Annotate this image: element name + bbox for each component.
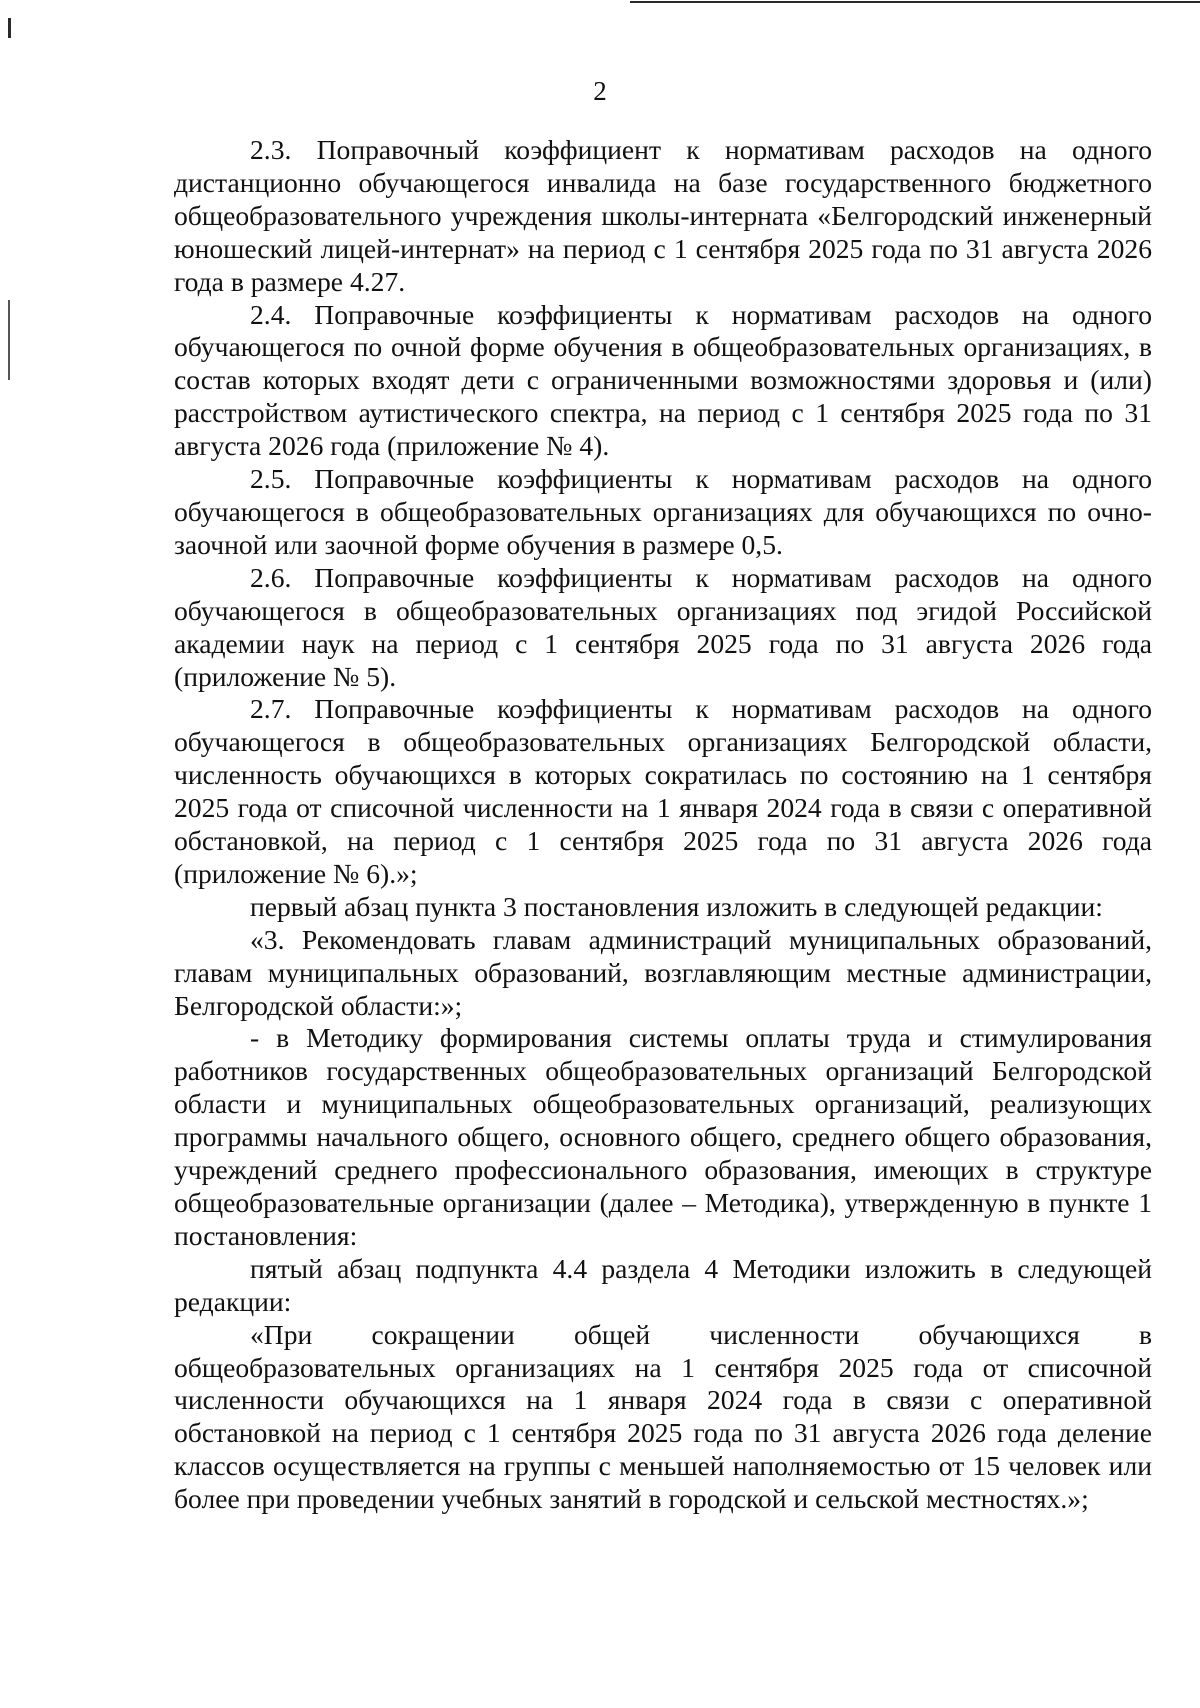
scan-edge-mark-top bbox=[630, 1, 1200, 3]
paragraph-subitem-4-4-instruction: пятый абзац подпункта 4.4 раздела 4 Методики изложить в следующей редакции: bbox=[174, 1252, 1152, 1317]
scan-edge-mark-left-lower bbox=[8, 300, 10, 380]
paragraph-item-3-text: «3. Рекомендовать главам администраций муниципальных образований, главам муниципальных образований, возглавляющим местные администрации, Белгородской области:»; bbox=[174, 923, 1152, 1021]
paragraph-methodology: - в Методику формирования системы оплаты труда и стимулирования работников государственных общеобразовательных организаций Белгородской области и муниципальных общеобразовательных организаций, реализующих программы начального общего, основного общего, среднего общего образования, учреждений среднего профессионального образования, имеющих в структуре общеобразовательные организации (далее – Методика), утвержденную в пункте 1 постановления: bbox=[174, 1022, 1152, 1251]
paragraph-2-5: 2.5. Поправочные коэффициенты к нормативам расходов на одного обучающегося в общеобразовательных организациях для обучающихся по очно-заочной или заочной форме обучения в размере 0,5. bbox=[174, 463, 1152, 560]
paragraph-subitem-4-4-text: «При сокращении общей численности обучающихся в общеобразовательных организациях на 1 сентября 2025 года от списочной численности обучающихся на 1 января 2024 года в связи с оперативной обстановкой на период с 1 сентября 2025 года по 31 августа 2026 года деление классов осуществляется на группы с меньшей наполняемостью от 15 человек или более при проведении учебных занятий в городской и сельской местностях.»; bbox=[174, 1318, 1152, 1515]
scan-edge-mark-left bbox=[8, 18, 11, 38]
paragraph-2-6: 2.6. Поправочные коэффициенты к нормативам расходов на одного обучающегося в общеобразовательных организациях под эгидой Российской академии наук на период с 1 сентября 2025 года по 31 августа 2026 года (приложение № 5). bbox=[174, 561, 1152, 692]
document-body bbox=[174, 134, 1152, 1516]
paragraph-2-4: 2.4. Поправочные коэффициенты к нормативам расходов на одного обучающегося по очной форме обучения в общеобразовательных организациях, в состав которых входят дети с ограниченными возможностями здоровья и (или) расстройством аутистического спектра, на период с 1 сентября 2025 года по 31 августа 2026 года (приложение № 4). bbox=[174, 298, 1152, 462]
paragraph-item-3-instruction: первый абзац пункта 3 постановления изложить в следующей редакции: bbox=[250, 890, 1103, 922]
page-number: 2 bbox=[593, 76, 607, 106]
paragraph-2-7: 2.7. Поправочные коэффициенты к нормативам расходов на одного обучающегося в общеобразовательных организациях Белгородской области, численность обучающихся в которых сократилась по состоянию на 1 сентября 2025 года от списочной численности на 1 января 2024 года в связи с оперативной обстановкой, на период с 1 сентября 2025 года по 31 августа 2026 года (приложение № 6).»; bbox=[174, 693, 1152, 889]
paragraph-2-3: 2.3. Поправочный коэффициент к нормативам расходов на одного дистанционно обучающегося инвалида на базе государственного бюджетного общеобразовательного учреждения школы-интерната «Белгородский инженерный юношеский лицей-интернат» на период с 1 сентября 2025 года по 31 августа 2026 года в размере 4.27. bbox=[174, 134, 1152, 297]
